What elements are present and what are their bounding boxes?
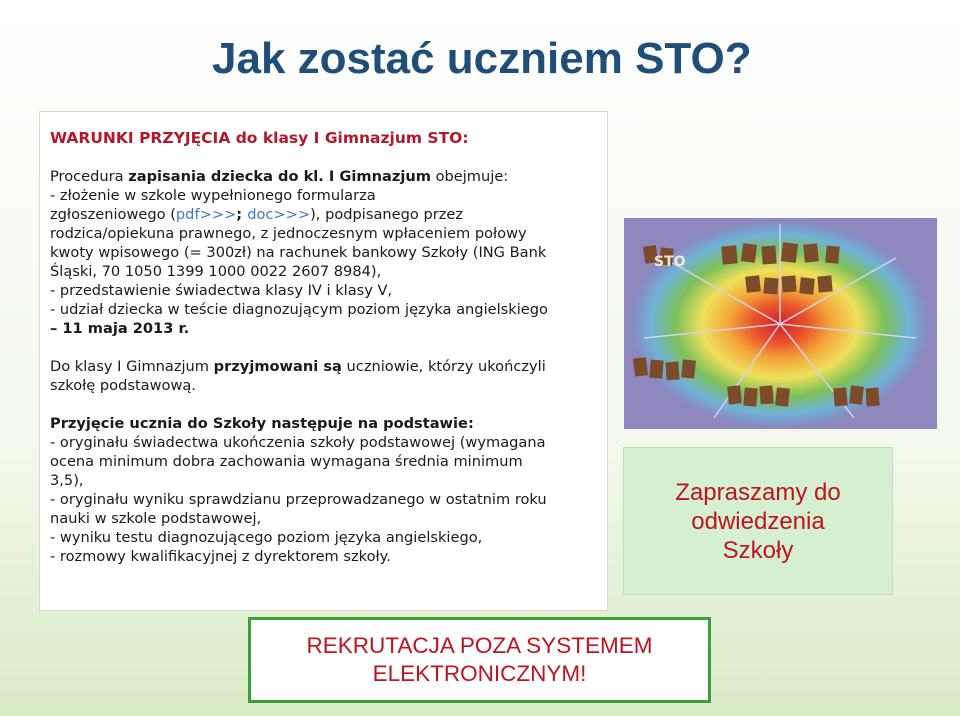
test-date: – 11 maja 2013 r. <box>50 320 190 337</box>
invitation-line: odwiedzenia <box>691 507 825 535</box>
procedure-line <box>50 205 599 224</box>
basis-line: 3,5), <box>50 472 84 489</box>
link-separator: ; <box>236 206 248 223</box>
basis-line: ocena minimum dobra zachowania wymagana średnia minimum <box>50 453 523 470</box>
recruitment-line: REKRUTACJA POZA SYSTEMEM <box>306 633 653 658</box>
admission-conditions-box <box>39 111 608 611</box>
basis-line: nauki w szkole podstawowej, <box>50 510 262 527</box>
procedure-line: rodzica/opiekuna prawnego, z jednoczesnym wpłaceniem połowy <box>50 225 527 242</box>
doc-link[interactable]: doc>>> <box>247 206 311 223</box>
page-title: Jak zostać uczniem STO? <box>212 34 752 83</box>
basis-line: - oryginału wyniku sprawdzianu przeprowadzanego w ostatnim roku <box>50 491 547 508</box>
invitation-box <box>623 447 893 595</box>
admission-emphasis: przyjmowani są <box>213 358 342 375</box>
procedure-includes: obejmuje: <box>430 168 509 185</box>
basis-section <box>50 414 599 566</box>
procedure-section <box>50 167 599 338</box>
painting-image <box>624 218 937 429</box>
conditions-heading: WARUNKI PRZYJĘCIA do klasy I Gimnazjum STO: <box>50 129 469 147</box>
procedure-line: kwoty wpisowego (= 300zł) na rachunek bankowy Szkoły (ING Bank <box>50 244 547 261</box>
procedure-line <box>50 167 599 186</box>
invitation-line: Zapraszamy do <box>675 478 841 506</box>
invitation-line: Szkoły <box>722 536 794 564</box>
recruitment-line: ELEKTRONICZNYM! <box>372 661 587 686</box>
procedure-text: ), podpisanego przez <box>310 206 464 223</box>
procedure-line: - udział dziecka w teście diagnozującym poziom języka angielskiego <box>50 301 548 318</box>
procedure-line: - przedstawienie świadectwa klasy IV i klasy V, <box>50 282 393 299</box>
basis-heading: Przyjęcie ucznia do Szkoły następuje na podstawie: <box>50 415 474 432</box>
basis-line: - rozmowy kwalifikacyjnej z dyrektorem szkoły. <box>50 548 391 565</box>
admission-section <box>50 357 599 395</box>
procedure-line: - złożenie w szkole wypełnionego formularza <box>50 187 376 204</box>
admission-text: Do klasy I Gimnazjum <box>50 358 214 375</box>
basis-line: - oryginału świadectwa ukończenia szkoły podstawowej (wymagana <box>50 434 546 451</box>
pdf-link[interactable]: pdf>>> <box>175 206 237 223</box>
admission-text: uczniowie, którzy ukończyli <box>341 358 546 375</box>
procedure-subject: zapisania dziecka do kl. I Gimnazjum <box>128 168 431 185</box>
admission-line <box>50 357 599 376</box>
school-painting <box>624 218 937 429</box>
procedure-line: Śląski, 70 1050 1399 1000 0022 2607 8984), <box>50 263 382 280</box>
painting-logo-text: STO <box>654 254 686 270</box>
procedure-intro: Procedura <box>50 168 129 185</box>
basis-line: - wyniku testu diagnozującego poziom języka angielskiego, <box>50 529 483 546</box>
recruitment-notice-box <box>248 617 711 703</box>
procedure-text: zgłoszeniowego ( <box>50 206 176 223</box>
admission-line: szkołę podstawową. <box>50 377 196 394</box>
